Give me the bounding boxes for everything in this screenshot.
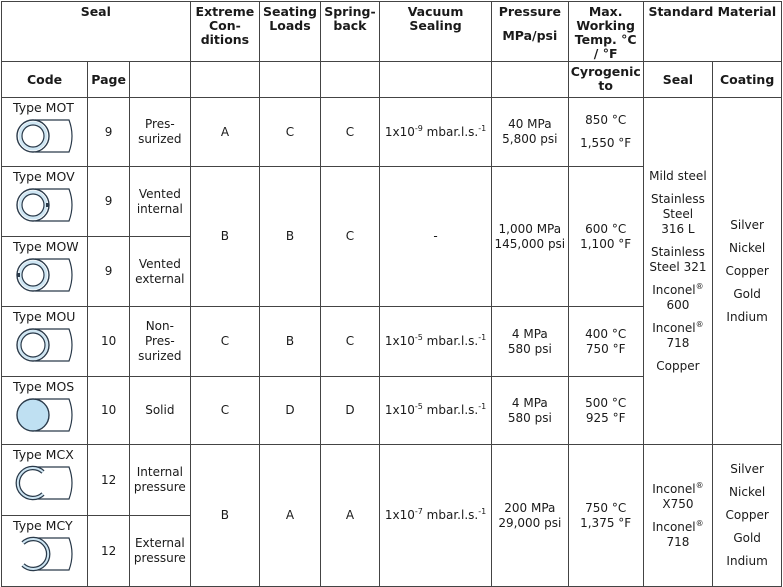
material-line: Inconel (652, 481, 696, 496)
code-cell (2, 98, 88, 167)
pressure-cell (491, 307, 568, 377)
page-cell: 9 (88, 167, 130, 237)
page-cell: 10 (88, 377, 130, 445)
vacuum-exponent: -9 (414, 123, 423, 133)
code-label: Type MOU (13, 309, 76, 324)
desc-line-2: surized (138, 132, 182, 146)
desc-line-1: External (134, 536, 185, 550)
header-row-1 (2, 2, 782, 62)
temp-f: 750 °F (585, 341, 626, 356)
springback-subheader-empty (320, 62, 379, 98)
registered-mark: ® (695, 281, 704, 291)
springback-header-line-2: back (333, 18, 367, 33)
seating-cell: B (260, 307, 320, 377)
code-label: Type MOV (13, 169, 75, 184)
coating-gold: Gold (733, 531, 761, 545)
code-label: Type MOW (13, 239, 79, 254)
description-cell (130, 445, 190, 516)
c-ring-external-icon (13, 534, 77, 574)
pressure-mpa: 4 MPa (511, 395, 548, 410)
pressure-cell (491, 377, 568, 445)
temp-header-line-3: Temp. °C / °F (574, 32, 637, 61)
vacuum-base: 1x10 (384, 508, 415, 522)
coating-nickel: Nickel (729, 485, 766, 499)
temp-cell (568, 307, 643, 377)
material-inconel (646, 520, 711, 535)
springback-header (320, 2, 379, 62)
extreme-cell: B (190, 445, 260, 587)
code-header: Code (2, 62, 88, 98)
coating-silver: Silver (730, 217, 764, 232)
seating-header-line-2: Loads (269, 18, 311, 33)
registered-mark: ® (695, 518, 704, 528)
seal-selection-table (1, 1, 782, 587)
c-ring-coatings (713, 445, 782, 587)
vacuum-cell (380, 98, 492, 167)
springback-cell: D (320, 377, 379, 445)
extreme-cell: C (190, 307, 260, 377)
desc-line-1: Internal (136, 465, 183, 479)
coating-gold: Gold (733, 286, 761, 301)
code-label: Type MOS (13, 379, 75, 394)
seating-subheader-empty (260, 62, 320, 98)
o-ring-vented-internal-icon (13, 185, 77, 225)
material-line: X750 (662, 496, 694, 511)
seating-loads-header (260, 2, 320, 62)
code-label: Type MCX (13, 447, 74, 462)
pressure-header-unit: MPa/psi (502, 28, 558, 43)
desc-line-2: pressure (133, 480, 186, 494)
seal-material-header: Seal (643, 62, 713, 98)
vacuum-base: 1x10 (384, 124, 415, 139)
temp-c: 850 °C (585, 113, 627, 127)
pressure-cell (491, 98, 568, 167)
extreme-header-line-3: ditions (200, 32, 250, 47)
extreme-subheader-empty (190, 62, 260, 98)
material-line: Steel (662, 206, 694, 221)
desc-line-2: internal (136, 201, 183, 216)
max-temp-header (568, 2, 643, 62)
material-line: Stainless (650, 244, 705, 259)
vacuum-base: 1x10 (384, 403, 415, 417)
seating-cell: C (260, 98, 320, 167)
desc-line-1: Pres- (145, 117, 175, 131)
coating-indium: Indium (726, 309, 768, 324)
table-row (2, 98, 782, 167)
extreme-conditions-header (190, 2, 260, 62)
desc-line-2: Pres- (145, 334, 175, 348)
temp-cell (568, 445, 643, 587)
page-cell: 9 (88, 237, 130, 307)
standard-material-header: Standard Material (643, 2, 781, 62)
coating-header: Coating (713, 62, 782, 98)
extreme-cell: B (190, 167, 260, 307)
springback-cell: C (320, 167, 379, 307)
coating-nickel: Nickel (729, 240, 766, 255)
code-label: Type MCY (13, 518, 73, 533)
springback-cell: C (320, 307, 379, 377)
desc-line-2: pressure (133, 551, 186, 565)
temp-c: 600 °C (585, 221, 627, 236)
material-line: Inconel (652, 519, 696, 534)
pressure-psi: 5,800 psi (502, 132, 558, 146)
table-row (2, 445, 782, 516)
code-label: Type MOT (13, 100, 74, 115)
description-cell (130, 516, 190, 587)
material-inconel (646, 482, 711, 497)
c-ring-internal-icon (13, 463, 77, 503)
vacuum-unit: mbar.l.s. (422, 334, 479, 348)
code-cell (2, 237, 88, 307)
vacuum-exponent: -5 (414, 402, 423, 411)
page-header: Page (88, 62, 130, 98)
page-cell: 10 (88, 307, 130, 377)
material-mild-steel: Mild steel (649, 168, 707, 183)
pressure-mpa: 1,000 MPa (498, 221, 562, 236)
cryogenic-header-line-1: Cyrogenic (570, 64, 641, 79)
page-cell: 9 (88, 98, 130, 167)
description-cell (130, 167, 190, 237)
code-cell (2, 445, 88, 516)
temp-f: 1,100 °F (580, 236, 632, 251)
material-line: Copper (656, 358, 700, 373)
temp-f: 1,550 °F (580, 136, 632, 150)
temp-c: 750 °C (585, 500, 627, 515)
temp-header-line-1: Max. (588, 4, 623, 19)
cryogenic-header (568, 62, 643, 98)
springback-cell: A (320, 445, 379, 587)
desc-line-3: surized (138, 349, 182, 363)
vacuum-exponent: -7 (414, 507, 423, 516)
code-cell (2, 167, 88, 237)
description-cell (130, 98, 190, 167)
material-line: Steel 321 (649, 259, 707, 274)
seating-header-line-1: Seating (262, 4, 318, 19)
vacuum-cell (380, 377, 492, 445)
pressure-mpa: 4 MPa (511, 326, 548, 341)
description-header-empty (130, 62, 190, 98)
temp-cell (568, 377, 643, 445)
page-cell: 12 (88, 516, 130, 587)
pressure-psi: 29,000 psi (498, 515, 562, 530)
description-cell (130, 307, 190, 377)
pressure-cell (491, 167, 568, 307)
seating-cell: D (260, 377, 320, 445)
vacuum-cell (380, 445, 492, 587)
pressure-mpa: 40 MPa (508, 117, 552, 131)
springback-header-line-1: Spring- (324, 4, 376, 19)
pressure-psi: 580 psi (507, 341, 552, 356)
o-ring-non-pressurized-icon (13, 325, 77, 365)
vacuum-sealing-header (380, 2, 492, 62)
material-inconel (646, 321, 711, 336)
material-line: 718 (666, 335, 690, 350)
coating-silver: Silver (730, 462, 764, 476)
solid-o-ring-icon (13, 395, 77, 435)
extreme-header-line-1: Extreme (195, 4, 255, 19)
code-cell (2, 516, 88, 587)
coating-copper: Copper (725, 508, 769, 522)
o-ring-seal-materials (643, 98, 713, 445)
pressure-psi: 580 psi (507, 410, 552, 425)
material-inconel (646, 283, 711, 298)
coating-indium: Indium (726, 554, 768, 568)
cryogenic-header-line-2: to (598, 78, 613, 93)
pressure-subheader-empty (491, 62, 568, 98)
temp-f: 925 °F (585, 410, 626, 425)
temp-c: 500 °C (585, 395, 627, 410)
material-line: 600 (666, 297, 690, 312)
vacuum-unit: mbar.l.s. (422, 508, 479, 522)
desc-line-1: Solid (145, 403, 175, 417)
code-cell (2, 307, 88, 377)
vacuum-unit-exponent: -1 (478, 333, 487, 342)
registered-mark: ® (695, 319, 704, 329)
desc-line-1: Vented (138, 256, 181, 271)
vacuum-unit-exponent: -1 (478, 123, 487, 133)
pressure-header-title: Pressure (498, 4, 561, 19)
temp-cell (568, 98, 643, 167)
material-line: Stainless (650, 191, 705, 206)
pressure-mpa: 200 MPa (504, 500, 556, 515)
temp-f: 1,375 °F (580, 515, 632, 530)
extreme-cell: A (190, 98, 260, 167)
seating-cell: A (260, 445, 320, 587)
vacuum-exponent: -5 (414, 333, 423, 342)
material-line: 718 (666, 534, 690, 549)
vacuum-base: 1x10 (384, 334, 415, 348)
code-cell (2, 377, 88, 445)
description-cell (130, 237, 190, 307)
temp-cell (568, 167, 643, 307)
desc-line-1: Non- (145, 319, 174, 333)
vacuum-unit-exponent: -1 (478, 402, 487, 411)
vacuum-unit: mbar.l.s. (422, 124, 479, 139)
desc-line-2: external (135, 271, 185, 286)
vacuum-cell (380, 307, 492, 377)
page-cell: 12 (88, 445, 130, 516)
vacuum-unit: mbar.l.s. (422, 403, 479, 417)
material-line: 316 L (661, 221, 695, 236)
material-line: Inconel (652, 320, 696, 335)
o-ring-vented-external-icon (13, 255, 77, 295)
registered-mark: ® (695, 480, 704, 490)
material-line: Inconel (652, 282, 696, 297)
vacuum-header-line-2: Sealing (409, 18, 462, 33)
vacuum-header-line-1: Vacuum (407, 4, 464, 19)
desc-line-1: Vented (138, 186, 181, 201)
extreme-header-line-2: Con- (208, 18, 241, 33)
vacuum-subheader-empty (380, 62, 492, 98)
o-ring-pressurized-icon (13, 116, 77, 156)
temp-header-line-2: Working (576, 18, 635, 33)
extreme-cell: C (190, 377, 260, 445)
header-row-2 (2, 62, 782, 98)
seating-cell: B (260, 167, 320, 307)
seal-header: Seal (2, 2, 191, 62)
springback-cell: C (320, 98, 379, 167)
pressure-cell (491, 445, 568, 587)
description-cell (130, 377, 190, 445)
pressure-header (491, 2, 568, 62)
vacuum-cell: - (380, 167, 492, 307)
coating-copper: Copper (725, 263, 769, 278)
c-ring-seal-materials (643, 445, 713, 587)
o-ring-coatings (713, 98, 782, 445)
temp-c: 400 °C (585, 326, 627, 341)
pressure-psi: 145,000 psi (494, 236, 566, 251)
vacuum-unit-exponent: -1 (478, 507, 487, 516)
